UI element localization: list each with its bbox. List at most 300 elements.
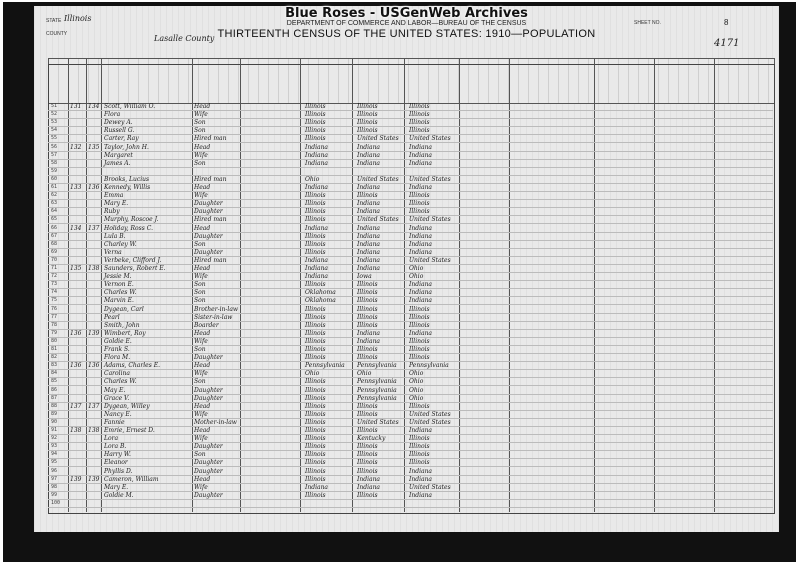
relationship: Daughter (194, 200, 223, 208)
birthplace-person: Illinois (305, 443, 326, 451)
birthplace-person: Illinois (305, 418, 326, 426)
relationship: Mother-in-law (194, 418, 237, 426)
birthplace-father: Illinois (357, 402, 378, 410)
person-name: Charles W. (104, 378, 137, 386)
birthplace-person: Indiana (305, 151, 329, 159)
state-value: Illinois (64, 14, 92, 23)
line-number: 52 (51, 111, 58, 118)
table-row (48, 289, 773, 297)
birthplace-mother: Illinois (409, 200, 430, 208)
table-row (48, 249, 773, 257)
birthplace-father: Pennsylvania (357, 378, 397, 386)
relationship: Head (194, 224, 211, 232)
person-name: Kennedy, Willis (104, 184, 151, 191)
birthplace-mother: Illinois (409, 443, 430, 451)
relationship: Son (194, 297, 206, 305)
birthplace-father: Indiana (357, 329, 381, 337)
birthplace-mother: Indiana (409, 151, 433, 159)
relationship: Boarder (194, 321, 219, 329)
relationship: Hired man (194, 135, 227, 143)
birthplace-father: Illinois (357, 289, 378, 297)
table-row (48, 306, 773, 314)
relationship: Head (194, 402, 211, 410)
person-name: Flora M. (104, 354, 131, 362)
birthplace-father: Illinois (357, 119, 378, 127)
birthplace-father: Indiana (357, 143, 381, 151)
department-heading: DEPARTMENT OF COMMERCE AND LABOR—BUREAU OF THE CENSUS (286, 20, 527, 27)
birthplace-person: Illinois (305, 216, 326, 224)
birthplace-father: Indiana (357, 184, 381, 191)
table-row (48, 476, 773, 484)
line-number: 98 (51, 483, 58, 490)
birthplace-mother: Ohio (409, 370, 424, 378)
state-label: STATE (46, 18, 62, 24)
birthplace-mother: Illinois (409, 354, 430, 362)
person-name: Scott, William O. (104, 103, 156, 110)
county-label: COUNTY (46, 31, 68, 37)
birthplace-mother: Illinois (409, 103, 430, 110)
birthplace-person: Indiana (305, 256, 329, 264)
table-row (48, 403, 773, 411)
person-name: Goldie E. (104, 337, 132, 345)
birthplace-mother: United States (409, 483, 451, 491)
line-number: 89 (51, 410, 58, 417)
page-number: 4171 (714, 38, 740, 49)
birthplace-person: Pennsylvania (305, 362, 345, 370)
birthplace-father: Indiana (357, 475, 381, 483)
birthplace-father: Indiana (357, 483, 381, 491)
relationship: Wife (194, 337, 208, 345)
relationship: Son (194, 159, 206, 167)
birthplace-father: Indiana (357, 200, 381, 208)
birthplace-person: Illinois (305, 378, 326, 386)
birthplace-father: Iowa (357, 273, 372, 281)
relationship: Son (194, 119, 206, 127)
person-name: May E. (104, 386, 126, 394)
line-number: 94 (51, 451, 58, 458)
relationship: Son (194, 127, 206, 135)
person-name: Mary E. (104, 483, 129, 491)
birthplace-father: Indiana (357, 256, 381, 264)
census-sheet (34, 6, 779, 532)
county-value: Lasalle County (154, 34, 215, 43)
sheet-label: SHEET NO. (634, 20, 661, 26)
table-row (48, 233, 773, 241)
table-row (48, 378, 773, 386)
line-number: 93 (51, 443, 58, 450)
birthplace-person: Illinois (305, 240, 326, 248)
line-number: 81 (51, 346, 58, 352)
table-row (48, 500, 773, 508)
birthplace-mother: Illinois (409, 459, 430, 467)
birthplace-father: Illinois (357, 103, 378, 110)
person-name: Harry W. (104, 451, 131, 459)
birthplace-person: Indiana (305, 273, 329, 281)
table-row (48, 160, 773, 168)
person-name: Lora (104, 435, 119, 443)
archive-watermark: Blue Roses - USGenWeb Archives (285, 6, 528, 21)
birthplace-person: Illinois (305, 192, 326, 200)
relationship: Daughter (194, 354, 223, 362)
person-name: Verna (104, 248, 122, 256)
birthplace-father: Illinois (357, 313, 378, 321)
line-number: 95 (51, 459, 58, 466)
table-row (48, 127, 773, 135)
dwelling-number: 138 (70, 427, 82, 434)
table-row (48, 103, 773, 111)
line-number: 87 (51, 394, 58, 401)
birthplace-person: Ohio (305, 370, 320, 378)
birthplace-person: Illinois (305, 127, 326, 135)
table-row (48, 241, 773, 249)
line-number: 72 (51, 273, 58, 280)
line-number: 51 (51, 103, 58, 109)
relationship: Wife (194, 151, 208, 159)
relationship: Daughter (194, 467, 223, 475)
birthplace-mother: Indiana (409, 427, 433, 434)
table-row (48, 346, 773, 354)
line-number: 55 (51, 135, 58, 142)
line-number: 54 (51, 127, 58, 134)
line-number: 57 (51, 151, 58, 158)
table-row (48, 451, 773, 459)
birthplace-person: Illinois (305, 346, 326, 353)
birthplace-mother: Ohio (409, 273, 424, 281)
person-name: Dygean, Willey (104, 402, 150, 410)
birthplace-father: Indiana (357, 240, 381, 248)
birthplace-person: Illinois (305, 410, 326, 418)
relationship: Son (194, 378, 206, 386)
line-number: 86 (51, 386, 58, 393)
birthplace-father: Illinois (357, 111, 378, 119)
table-row (48, 419, 773, 427)
person-name: Lora B. (104, 443, 127, 451)
table-row (48, 459, 773, 467)
birthplace-father: Indiana (357, 208, 381, 216)
table-row (48, 411, 773, 419)
line-number: 99 (51, 491, 58, 498)
table-row (48, 144, 773, 152)
relationship: Head (194, 362, 211, 370)
birthplace-father: Illinois (357, 305, 378, 313)
birthplace-father: Indiana (357, 224, 381, 232)
birthplace-person: Ohio (305, 175, 320, 183)
table-row (48, 257, 773, 265)
birthplace-father: Illinois (357, 427, 378, 434)
birthplace-mother: Illinois (409, 305, 430, 313)
birthplace-person: Illinois (305, 119, 326, 127)
line-number: 60 (51, 175, 58, 182)
birthplace-mother: Illinois (409, 346, 430, 353)
table-row (48, 208, 773, 216)
birthplace-mother: Indiana (409, 467, 433, 475)
table-row (48, 111, 773, 119)
birthplace-person: Indiana (305, 265, 329, 272)
table-row (48, 297, 773, 305)
line-number: 68 (51, 240, 58, 247)
line-number: 71 (51, 265, 58, 271)
line-number: 96 (51, 467, 58, 474)
table-row (48, 200, 773, 208)
table-row (48, 119, 773, 127)
birthplace-person: Illinois (305, 491, 326, 499)
birthplace-mother: Illinois (409, 435, 430, 443)
birthplace-mother: Indiana (409, 240, 433, 248)
relationship: Wife (194, 483, 208, 491)
birthplace-mother: Indiana (409, 232, 433, 240)
person-name: Lula B. (104, 232, 126, 240)
dwelling-number: 139 (70, 475, 82, 483)
birthplace-mother: United States (409, 410, 451, 418)
table-row (48, 176, 773, 184)
birthplace-father: Pennsylvania (357, 394, 397, 402)
table-row (48, 443, 773, 451)
relationship: Daughter (194, 208, 223, 216)
birthplace-mother: Ohio (409, 386, 424, 394)
relationship: Head (194, 184, 211, 191)
birthplace-mother: Indiana (409, 281, 433, 289)
dwelling-number: 136 (70, 362, 82, 370)
family-number: 137 (88, 402, 100, 410)
line-number: 66 (51, 224, 58, 231)
table-row (48, 322, 773, 330)
family-number: 139 (88, 329, 100, 337)
line-number: 67 (51, 232, 58, 239)
line-number: 90 (51, 418, 58, 425)
line-number: 75 (51, 297, 58, 304)
dwelling-number: 136 (70, 329, 82, 337)
birthplace-father: Illinois (357, 321, 378, 329)
table-row (48, 362, 773, 370)
birthplace-mother: Illinois (409, 208, 430, 216)
sheet-number: 8 (724, 18, 729, 27)
birthplace-mother: Indiana (409, 329, 433, 337)
birthplace-father: Indiana (357, 232, 381, 240)
birthplace-father: Pennsylvania (357, 386, 397, 394)
table-row (48, 216, 773, 224)
birthplace-father: Illinois (357, 281, 378, 289)
birthplace-father: United States (357, 216, 399, 224)
birthplace-mother: Pennsylvania (409, 362, 449, 370)
line-number: 79 (51, 329, 58, 336)
person-name: Fannie (104, 418, 125, 426)
relationship: Daughter (194, 248, 223, 256)
family-number: 136 (88, 184, 100, 191)
birthplace-mother: United States (409, 256, 451, 264)
family-number: 138 (88, 427, 100, 434)
birthplace-father: Indiana (357, 151, 381, 159)
table-row (48, 427, 773, 435)
family-number: 135 (88, 143, 100, 151)
birthplace-person: Illinois (305, 475, 326, 483)
relationship: Hired man (194, 256, 227, 264)
table-row (48, 273, 773, 281)
line-number: 100 (51, 499, 61, 506)
birthplace-mother: United States (409, 135, 451, 143)
person-name: Ruby (104, 208, 120, 216)
birthplace-mother: Indiana (409, 159, 433, 167)
birthplace-mother: Indiana (409, 143, 433, 151)
line-number: 70 (51, 256, 58, 263)
person-name: Margaret (104, 151, 133, 159)
line-number: 97 (51, 475, 58, 482)
birthplace-mother: Indiana (409, 184, 433, 191)
dwelling-number: 137 (70, 402, 82, 410)
birthplace-mother: Ohio (409, 378, 424, 386)
birthplace-father: Illinois (357, 354, 378, 362)
person-name: Grace V. (104, 394, 130, 402)
line-number: 61 (51, 184, 58, 190)
relationship: Son (194, 346, 206, 353)
birthplace-person: Illinois (305, 427, 326, 434)
dwelling-number: 135 (70, 265, 82, 272)
line-number: 69 (51, 248, 58, 255)
relationship: Wife (194, 435, 208, 443)
person-name: Wimbert, Roy (104, 329, 146, 337)
birthplace-person: Illinois (305, 135, 326, 143)
person-name: Holiday, Ross C. (104, 224, 153, 232)
relationship: Head (194, 265, 211, 272)
scan-border (3, 2, 796, 562)
relationship: Hired man (194, 175, 227, 183)
table-row (48, 330, 773, 338)
person-name: Taylor, John H. (104, 143, 149, 151)
person-name: Emrie, Ernest D. (104, 427, 155, 434)
birthplace-father: Kentucky (357, 435, 386, 443)
line-number: 53 (51, 119, 58, 126)
person-name: Flora (104, 111, 121, 119)
birthplace-mother: United States (409, 418, 451, 426)
birthplace-mother: Illinois (409, 127, 430, 135)
table-row (48, 468, 773, 476)
birthplace-person: Indiana (305, 143, 329, 151)
line-number: 84 (51, 370, 58, 377)
person-name: Cameron, William (104, 475, 159, 483)
birthplace-person: Illinois (305, 313, 326, 321)
relationship: Daughter (194, 232, 223, 240)
birthplace-father: Illinois (357, 451, 378, 459)
table-row (48, 152, 773, 160)
line-number: 59 (51, 167, 58, 174)
birthplace-father: Illinois (357, 467, 378, 475)
person-name: Jessie M. (104, 273, 132, 281)
line-number: 85 (51, 378, 58, 385)
line-number: 56 (51, 143, 58, 150)
birthplace-person: Illinois (305, 103, 326, 110)
birthplace-father: Indiana (357, 265, 381, 272)
person-name: Adams, Charles E. (104, 362, 160, 370)
line-number: 80 (51, 337, 58, 344)
birthplace-person: Illinois (305, 394, 326, 402)
birthplace-person: Illinois (305, 305, 326, 313)
birthplace-mother: Illinois (409, 337, 430, 345)
birthplace-father: Illinois (357, 127, 378, 135)
birthplace-father: Illinois (357, 346, 378, 353)
birthplace-father: Illinois (357, 192, 378, 200)
person-name: Pearl (104, 313, 120, 321)
line-number: 74 (51, 289, 58, 296)
person-name: Dygean, Carl (104, 305, 144, 313)
birthplace-mother: Illinois (409, 402, 430, 410)
person-name: Saunders, Robert E. (104, 265, 166, 272)
birthplace-father: Indiana (357, 337, 381, 345)
birthplace-mother: Illinois (409, 313, 430, 321)
birthplace-person: Indiana (305, 184, 329, 191)
table-row (48, 338, 773, 346)
person-name: Charley W. (104, 240, 137, 248)
birthplace-mother: United States (409, 216, 451, 224)
birthplace-father: Indiana (357, 159, 381, 167)
birthplace-person: Oklahoma (305, 297, 336, 305)
family-number: 138 (88, 265, 100, 272)
relationship: Son (194, 281, 206, 289)
relationship: Daughter (194, 386, 223, 394)
birthplace-mother: Indiana (409, 297, 433, 305)
birthplace-mother: Indiana (409, 475, 433, 483)
table-row (48, 265, 773, 273)
birthplace-mother: Ohio (409, 394, 424, 402)
person-name: Marvin E. (104, 297, 134, 305)
birthplace-mother: Indiana (409, 248, 433, 256)
birthplace-father: Indiana (357, 248, 381, 256)
birthplace-father: United States (357, 175, 399, 183)
table-row (48, 168, 773, 176)
birthplace-father: Illinois (357, 459, 378, 467)
relationship: Sister-in-law (194, 313, 233, 321)
line-number: 64 (51, 208, 58, 215)
birthplace-person: Illinois (305, 386, 326, 394)
person-name: Mary E. (104, 200, 129, 208)
dwelling-number: 132 (70, 143, 82, 151)
census-title: THIRTEENTH CENSUS OF THE UNITED STATES: 1910—POPULATION (217, 28, 596, 40)
line-number: 78 (51, 321, 58, 328)
birthplace-person: Illinois (305, 200, 326, 208)
person-name: Goldie M. (104, 491, 134, 499)
birthplace-person: Illinois (305, 459, 326, 467)
line-number: 63 (51, 200, 58, 207)
table-row (48, 225, 773, 233)
birthplace-mother: Illinois (409, 321, 430, 329)
birthplace-mother: Illinois (409, 192, 430, 200)
birthplace-father: Illinois (357, 443, 378, 451)
table-row (48, 135, 773, 143)
line-number: 73 (51, 281, 58, 288)
birthplace-mother: Indiana (409, 491, 433, 499)
relationship: Wife (194, 370, 208, 378)
birthplace-person: Illinois (305, 337, 326, 345)
birthplace-mother: Ohio (409, 265, 424, 272)
birthplace-person: Illinois (305, 402, 326, 410)
line-number: 58 (51, 159, 58, 166)
birthplace-person: Illinois (305, 329, 326, 337)
table-row (48, 281, 773, 289)
birthplace-mother: Illinois (409, 119, 430, 127)
birthplace-person: Illinois (305, 281, 326, 289)
person-name: Phyllis D. (104, 467, 133, 475)
person-name: Brooks, Lucius (104, 175, 150, 183)
dwelling-number: 133 (70, 184, 82, 191)
line-number: 82 (51, 354, 58, 361)
table-row (48, 484, 773, 492)
birthplace-father: Illinois (357, 410, 378, 418)
family-number: 136 (88, 362, 100, 370)
person-name: James A. (104, 159, 131, 167)
line-number: 91 (51, 427, 58, 433)
relationship: Daughter (194, 459, 223, 467)
birthplace-person: Indiana (305, 224, 329, 232)
birthplace-mother: Indiana (409, 224, 433, 232)
birthplace-mother: Illinois (409, 451, 430, 459)
